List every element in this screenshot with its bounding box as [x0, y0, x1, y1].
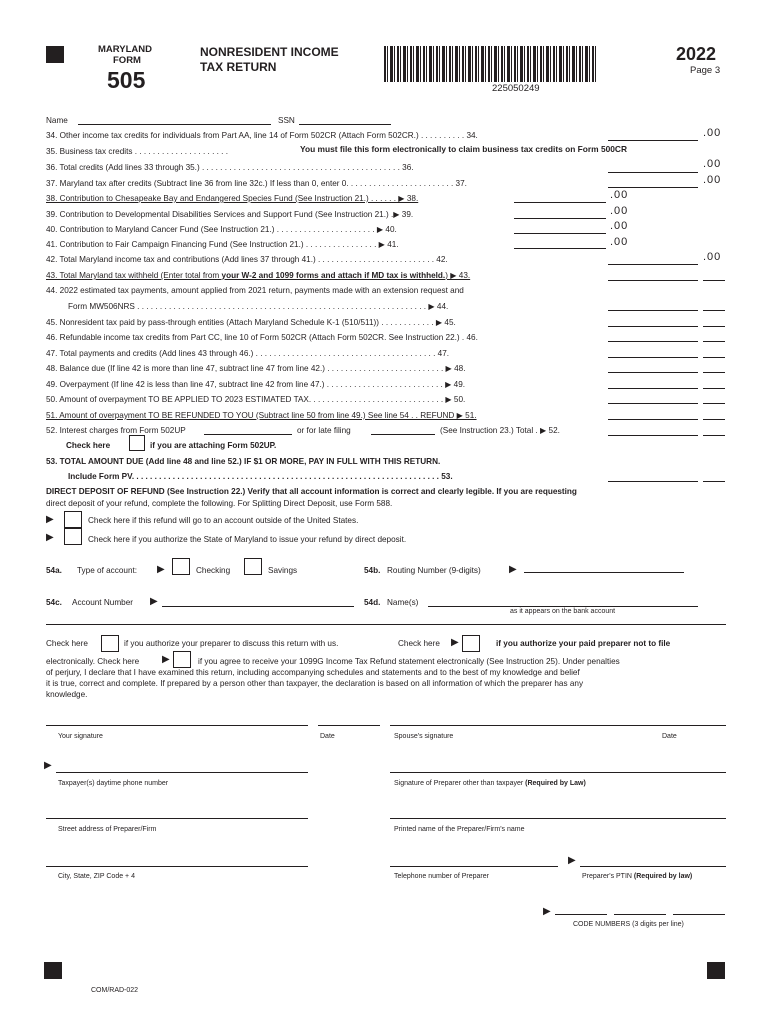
paid-preparer-check-label: Check here	[398, 639, 440, 648]
line-53-b: Include Form PV. . . . . . . . . . . . . . . . . . . . . . . . . . . . . . . . . . . . . . . . . . . . . . . . . . . . . . . . . . . . . . . . . . . . 53.	[68, 472, 453, 481]
registration-mark-top-left	[46, 46, 64, 63]
line-34: 34. Other income tax credits for individuals from Part AA, line 14 of Form 502CR (Attach Form 502CR.) . . . . . . . . . . 34.	[46, 131, 478, 140]
routing-number-field[interactable]	[524, 572, 684, 573]
your-signature-label: Your signature	[58, 733, 103, 740]
arrow-icon: ▶	[568, 855, 576, 866]
ssn-label: SSN	[278, 116, 295, 125]
line-36: 36. Total credits (Add lines 33 through 35.) . . . . . . . . . . . . . . . . . . . . . . . . . . . . . . . . . . . . . . . . . . . . 36.	[46, 163, 414, 172]
line-50-field[interactable]	[608, 403, 698, 404]
phone-label: Taxpayer(s) daytime phone number	[58, 780, 169, 787]
line-39-field[interactable]	[514, 218, 606, 219]
line-46-field[interactable]	[608, 341, 698, 342]
spouse-signature-label: Spouse's signature	[394, 733, 454, 740]
line-50-cents-field[interactable]	[703, 403, 725, 404]
line-45-field[interactable]	[608, 326, 698, 327]
printed-name-label: Printed name of the Preparer/Firm's name	[394, 826, 525, 833]
line-52-502up-field[interactable]	[204, 434, 292, 435]
form-title-1: NONRESIDENT INCOME	[200, 45, 339, 59]
line-51-cents-field[interactable]	[703, 419, 725, 420]
form-label: FORM	[113, 55, 141, 66]
preparer-signature-field[interactable]	[390, 772, 726, 773]
line-52-b: or for late filing	[297, 426, 351, 435]
line-47: 47. Total payments and credits (Add lines 43 through 46.) . . . . . . . . . . . . . . . . . . . . . . . . . . . . . . . . . . . . . . . . 47.	[46, 349, 450, 358]
line-52-field[interactable]	[608, 435, 698, 436]
checking-checkbox[interactable]	[172, 558, 190, 575]
form-title-2: TAX RETURN	[200, 60, 277, 74]
deposit-heading-1: DIRECT DEPOSIT OF REFUND (See Instruction 22.) Verify that all account information is correct and clearly legible. If you are requesting	[46, 487, 577, 496]
account-names-label: Name(s)	[387, 598, 419, 607]
line-47-cents-field[interactable]	[703, 357, 725, 358]
line-42-cents: .00	[703, 251, 722, 263]
preparer-discuss-checkbox[interactable]	[101, 635, 119, 652]
line-54d-label: 54d.	[364, 598, 381, 607]
spouse-signature-field[interactable]	[390, 725, 726, 726]
line-49-cents-field[interactable]	[703, 388, 725, 389]
line-40-field[interactable]	[514, 233, 606, 234]
line-51-field[interactable]	[608, 419, 698, 420]
street-address-field[interactable]	[46, 818, 308, 819]
ssn-field[interactable]	[299, 124, 391, 125]
line-35: 35. Business tax credits . . . . . . . . . . . . . . . . . . . . .	[46, 147, 229, 156]
line-35-note: You must file this form electronically to claim business tax credits on Form 500CR	[300, 144, 628, 154]
line-52-a: 52. Interest charges from Form 502UP	[46, 426, 186, 435]
line-46: 46. Refundable income tax credits from Part CC, line 10 of Form 502CR (Attach Form 502CR. See Instruction 22.) . 46.	[46, 333, 478, 342]
line-43: 43. Total Maryland tax withheld (Enter total from your W-2 and 1099 forms and attach if MD tax is withheld.) ▶ 43.	[46, 271, 471, 280]
routing-label: Routing Number (9-digits)	[387, 566, 481, 575]
code-number-field-1[interactable]	[555, 914, 607, 915]
city-state-zip-field[interactable]	[46, 866, 308, 867]
line-53-a: 53. TOTAL AMOUNT DUE (Add line 48 and line 52.) IF $1 OR MORE, PAY IN FULL WITH THIS RETURN.	[46, 457, 441, 466]
line-48: 48. Balance due (If line 42 is more than line 47, subtract line 47 from line 42.) . . . . . . . . . . . . . . . . . . . . . . . . . . ▶ 48.	[46, 364, 466, 373]
arrow-icon: ▶	[150, 596, 158, 607]
arrow-icon: ▶	[157, 564, 165, 575]
line-41-cents: .00	[610, 236, 629, 248]
street-address-label: Street address of Preparer/Firm	[58, 826, 157, 833]
direct-deposit-label: Check here if you authorize the State of Maryland to issue your refund by direct deposit.	[88, 535, 407, 544]
arrow-icon: ▶	[44, 760, 52, 771]
line-43-field[interactable]	[608, 280, 698, 281]
line-38: 38. Contribution to Chesapeake Bay and Endangered Species Fund (See Instruction 21.) . . . . . . ▶ 38.	[46, 194, 419, 203]
savings-checkbox[interactable]	[244, 558, 262, 575]
checking-label: Checking	[196, 566, 231, 575]
penalties-line-3: it is true, correct and complete. If prepared by a person other than taxpayer, the declaration is based on all information of which the preparer has any	[46, 679, 584, 688]
line-39-cents: .00	[610, 205, 629, 217]
name-label: Name	[46, 116, 68, 125]
form-id: COM/RAD-022	[91, 987, 139, 994]
barcode-number: 225050249	[492, 83, 540, 94]
outside-us-label: Check here if this refund will go to an account outside of the United States.	[88, 516, 359, 525]
line-45: 45. Nonresident tax paid by pass-through entities (Attach Maryland Schedule K-1 (510/511)) . . . . . . . . . . . . ▶ 45.	[46, 318, 456, 327]
phone-field[interactable]	[56, 772, 308, 773]
line-44-field[interactable]	[608, 310, 698, 311]
line-49: 49. Overpayment (If line 42 is less than line 47, subtract line 42 from line 47.) . . . . . . . . . . . . . . . . . . . . . . . . . . ▶ 49.	[46, 380, 466, 389]
line-34-cents: .00	[703, 127, 722, 139]
penalties-line-4: knowledge.	[46, 690, 88, 699]
preparer-phone-label: Telephone number of Preparer	[394, 873, 489, 880]
arrow-icon: ▶	[451, 637, 459, 648]
line-43-cents-field[interactable]	[703, 280, 725, 281]
line-36-field[interactable]	[608, 172, 698, 173]
line-41-field[interactable]	[514, 248, 606, 249]
1099g-checkbox[interactable]	[173, 651, 191, 668]
date-label-1: Date	[320, 733, 335, 740]
line-47-field[interactable]	[608, 357, 698, 358]
line-54b-label: 54b.	[364, 566, 381, 575]
line-51: 51. Amount of overpayment TO BE REFUNDED TO YOU (Subtract line 50 from line 49.) See line 54 . . REFUND ▶ 51.	[46, 411, 477, 420]
ptin-label: Preparer's PTIN (Required by law)	[582, 873, 693, 880]
line-52-check-text: if you are attaching Form 502UP.	[150, 441, 277, 450]
your-signature-field[interactable]	[46, 725, 308, 726]
printed-name-field[interactable]	[390, 818, 726, 819]
line-44-cents-field[interactable]	[703, 310, 725, 311]
preparer-signature-label: Signature of Preparer other than taxpayer (Required by Law)	[394, 780, 586, 787]
line-40: 40. Contribution to Maryland Cancer Fund (See Instruction 21.) . . . . . . . . . . . . . . . . . . . . . . ▶ 40.	[46, 225, 397, 234]
account-number-label: Account Number	[72, 598, 133, 607]
line-42: 42. Total Maryland income tax and contributions (Add lines 37 through 41.) . . . . . . . . . . . . . . . . . . . . . . . . . . 42.	[46, 255, 448, 264]
line-53-field[interactable]	[608, 481, 698, 482]
line-53-cents-field[interactable]	[703, 481, 725, 482]
outside-us-checkbox[interactable]	[64, 511, 82, 528]
line-44-a: 44. 2022 estimated tax payments, amount applied from 2021 return, payments made with an extension request and	[46, 286, 464, 295]
barcode	[384, 46, 598, 82]
code-number-field-2[interactable]	[614, 914, 666, 915]
preparer-phone-field[interactable]	[390, 866, 558, 867]
line-52-c: (See Instruction 23.) Total . ▶ 52.	[440, 426, 560, 435]
line-42-field[interactable]	[608, 264, 698, 265]
line-44-b: Form MW506NRS . . . . . . . . . . . . . . . . . . . . . . . . . . . . . . . . . . . . . . . . . . . . . . . . . . . . . . . . . . . . . . . . ▶ 44.	[68, 302, 449, 311]
line-49-field[interactable]	[608, 388, 698, 389]
line-39: 39. Contribution to Developmental Disabilities Services and Support Fund (See Instruction 21.) .▶ 39.	[46, 210, 414, 219]
line-36-cents: .00	[703, 158, 722, 170]
deposit-heading-2: direct deposit of your refund, complete the following. For Splitting Direct Deposit, use Form 588.	[46, 499, 393, 508]
date-label-2: Date	[662, 733, 677, 740]
form-number: 505	[107, 67, 146, 93]
line-41: 41. Contribution to Fair Campaign Financing Fund (See Instruction 21.) . . . . . . . . . . . . . . . . ▶ 41.	[46, 240, 399, 249]
line-52-cents-field[interactable]	[703, 435, 725, 436]
line-52-late-field[interactable]	[371, 434, 435, 435]
preparer-check-label: Check here	[46, 639, 88, 648]
preparer-discuss-label: if you authorize your preparer to discuss this return with us.	[124, 639, 339, 648]
line-38-field[interactable]	[514, 202, 606, 203]
line-54a-label: 54a.	[46, 566, 62, 575]
account-number-field[interactable]	[162, 606, 354, 607]
line-48-field[interactable]	[608, 372, 698, 373]
line-46-cents-field[interactable]	[703, 341, 725, 342]
registration-mark-bottom-left	[44, 962, 62, 979]
date-field-1[interactable]	[318, 725, 380, 726]
registration-mark-bottom-right	[707, 962, 725, 979]
code-numbers-label: CODE NUMBERS (3 digits per line)	[573, 921, 684, 928]
savings-label: Savings	[268, 566, 298, 575]
line-37-field[interactable]	[608, 187, 698, 188]
penalties-line-2: of perjury, I declare that I have examined this return, including accompanying schedules and statements and to the best of my knowledge and belief	[46, 668, 580, 677]
city-state-zip-label: City, State, ZIP Code + 4	[58, 873, 135, 880]
line-48-cents-field[interactable]	[703, 372, 725, 373]
line-52-check-label: Check here	[66, 441, 111, 450]
line-38-cents: .00	[610, 189, 629, 201]
arrow-icon: ▶	[46, 514, 54, 525]
arrow-icon: ▶	[46, 532, 54, 543]
arrow-icon: ▶	[162, 654, 170, 665]
ptin-field[interactable]	[580, 866, 726, 867]
direct-deposit-checkbox[interactable]	[64, 528, 82, 545]
section-divider	[46, 624, 726, 625]
line-37: 37. Maryland tax after credits (Subtract line 36 from line 32c.) If less than 0, enter 0. . . . . . . . . . . . . . . . . . . . . . . . 37.	[46, 179, 467, 188]
arrow-icon: ▶	[543, 906, 551, 917]
penalties-line-1: if you agree to receive your 1099G Income Tax Refund statement electronically (See Instruction 25). Under penalties	[198, 657, 620, 666]
tax-year: 2022	[676, 44, 717, 64]
line-37-cents: .00	[703, 174, 722, 186]
line-54c-label: 54c.	[46, 598, 62, 607]
state-label: MARYLAND	[98, 44, 153, 55]
code-number-field-3[interactable]	[673, 914, 725, 915]
name-field[interactable]	[78, 124, 271, 125]
account-type-label: Type of account:	[77, 566, 138, 575]
line-34-field[interactable]	[608, 140, 698, 141]
paid-preparer-checkbox[interactable]	[462, 635, 480, 652]
form-502up-checkbox[interactable]	[129, 435, 145, 451]
arrow-icon: ▶	[509, 564, 517, 575]
line-45-cents-field[interactable]	[703, 326, 725, 327]
line-50: 50. Amount of overpayment TO BE APPLIED TO 2023 ESTIMATED TAX. . . . . . . . . . . . . . . . . . . . . . . . . . . . . . ▶ 50.	[46, 395, 466, 404]
efile-label: electronically. Check here	[46, 657, 140, 666]
as-appears-note: as it appears on the bank account	[510, 608, 616, 615]
line-40-cents: .00	[610, 220, 629, 232]
page-number: Page 3	[690, 65, 721, 76]
paid-preparer-label: if you authorize your paid preparer not to file	[496, 639, 671, 648]
